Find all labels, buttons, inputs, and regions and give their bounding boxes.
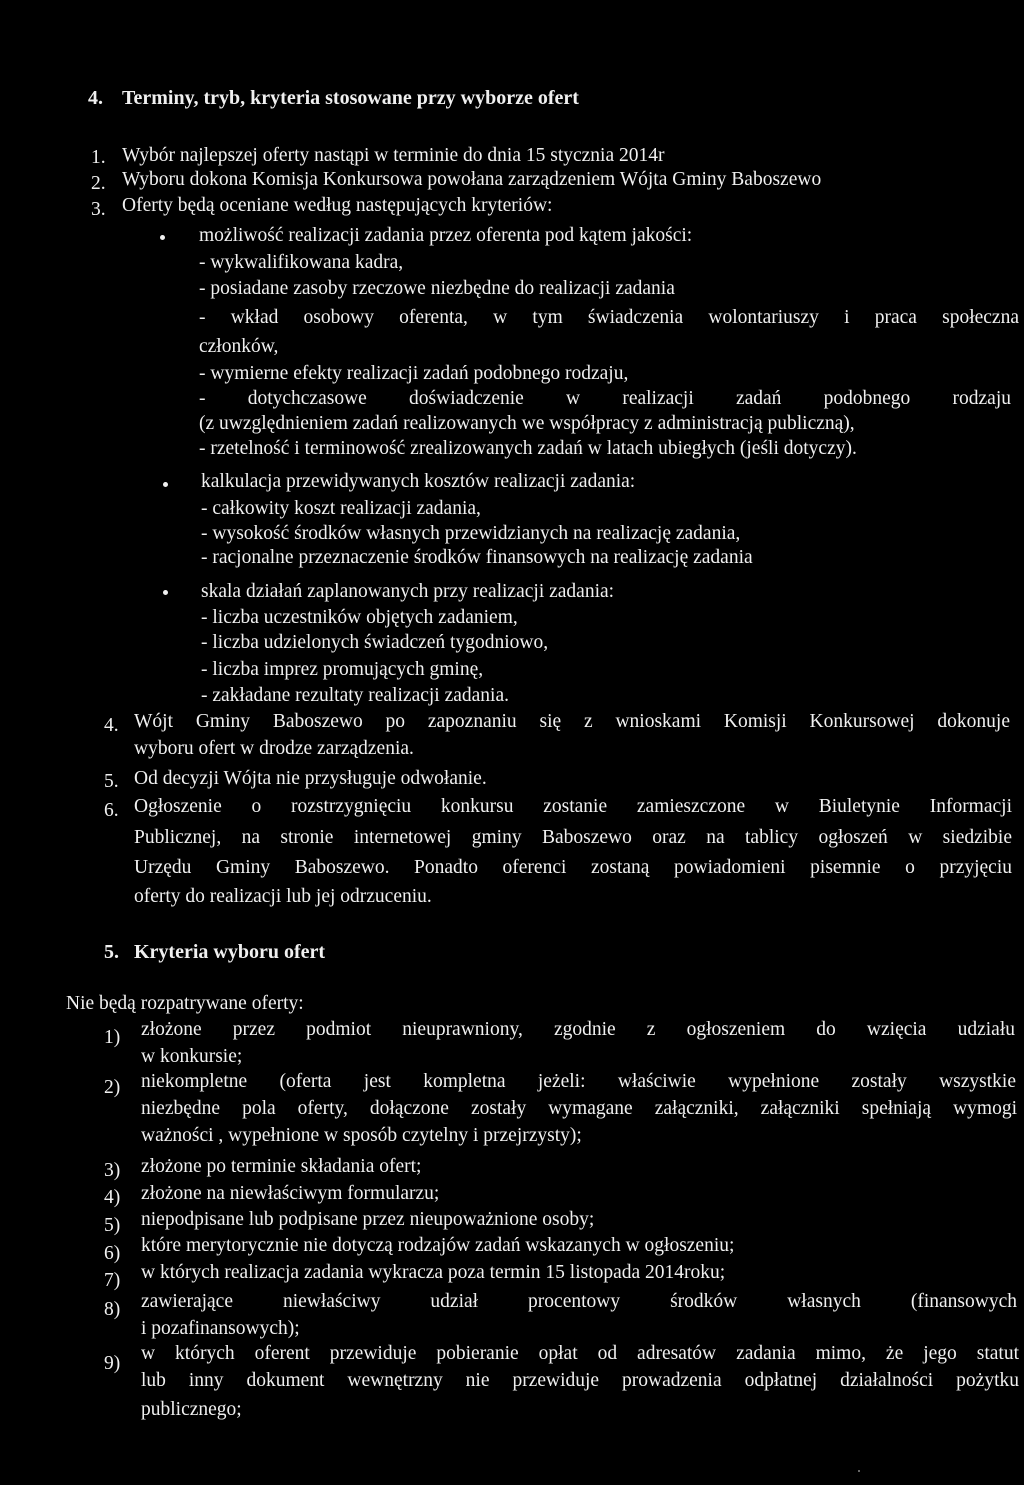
criterion-line: - wysokość środków własnych przewidzianych na realizację zadania, <box>201 523 741 544</box>
item-text: niekompletne (oferta jest kompletna jeżeli: właściwie wypełnione zostały wszystkie <box>141 1071 1016 1092</box>
item-text: i pozafinansowych); <box>141 1318 300 1339</box>
item-text: publicznego; <box>141 1399 242 1420</box>
criterion-line: - liczba uczestników objętych zadaniem, <box>201 607 518 628</box>
criterion-line: - posiadane zasoby rzeczowe niezbędne do realizacji zadania <box>199 278 675 299</box>
item-text: Wyboru dokona Komisja Konkursowa powołana zarządzeniem Wójta Gminy Baboszewo <box>122 169 822 190</box>
section-intro: Nie będą rozpatrywane oferty: <box>66 993 304 1014</box>
section-4-heading <box>88 86 579 110</box>
item-text: złożone po terminie składania ofert; <box>141 1156 422 1177</box>
criterion-line: - dotychczasowe doświadczenie w realizacji zadań podobnego rodzaju <box>199 388 1011 409</box>
item-number: 3) <box>104 1160 121 1181</box>
item-number: 4) <box>104 1187 121 1208</box>
item-text: oferty do realizacji lub jej odrzuceniu. <box>134 886 432 907</box>
criterion-line: członków, <box>199 336 279 357</box>
criterion-heading: możliwość realizacji zadania przez oferenta pod kątem jakości: <box>199 225 693 246</box>
criterion-line: - wkład osobowy oferenta, w tym świadczenia wolontariuszy i praca społeczna <box>199 307 1019 328</box>
item-text: Urzędu Gminy Baboszewo. Ponadto oferenci zostaną powiadomieni pisemnie o przyjęciu <box>134 857 1012 878</box>
item-text: w których oferent przewiduje pobieranie opłat od adresatów zadania mimo, że jego statut <box>141 1343 1019 1364</box>
criterion-heading: skala działań zaplanowanych przy realizacji zadania: <box>201 581 615 602</box>
item-text: niepodpisane lub podpisane przez nieupoważnione osoby; <box>141 1209 595 1230</box>
item-number: 3. <box>91 199 106 220</box>
section-number: 4. <box>88 87 103 109</box>
item-text: niezbędne pola oferty, dołączone zostały wymagane załączniki, załączniki spełniają wymogi <box>141 1098 1017 1119</box>
item-number: 1. <box>91 147 106 168</box>
item-text: lub inny dokument wewnętrzny nie przewiduje prowadzenia odpłatnej działalności pożytku <box>141 1370 1019 1391</box>
criterion-line: - rzetelność i terminowość zrealizowanych zadań w latach ubiegłych (jeśli dotyczy). <box>199 438 857 459</box>
criterion-heading: kalkulacja przewidywanych kosztów realizacji zadania: <box>201 471 636 492</box>
item-text: zawierające niewłaściwy udział procentowy środków własnych (finansowych <box>141 1291 1017 1312</box>
item-text: Publicznej, na stronie internetowej gminy Baboszewo oraz na tablicy ogłoszeń w siedzibie <box>134 827 1012 848</box>
section-title: Kryteria wyboru ofert <box>134 941 326 963</box>
item-text: Od decyzji Wójta nie przysługuje odwołanie. <box>134 768 487 789</box>
item-text: Wybór najlepszej oferty nastąpi w terminie do dnia 15 stycznia 2014r <box>122 145 665 166</box>
section-5-heading <box>104 940 325 964</box>
item-number: 9) <box>104 1353 121 1374</box>
item-text: Ogłoszenie o rozstrzygnięciu konkursu zostanie zamieszczone w Biuletynie Informacji <box>134 796 1012 817</box>
item-text: złożone na niewłaściwym formularzu; <box>141 1183 440 1204</box>
item-number: 6. <box>104 800 119 821</box>
item-text: które merytorycznie nie dotyczą rodzajów zadań wskazanych w ogłoszeniu; <box>141 1235 735 1256</box>
criterion-line: - wykwalifikowana kadra, <box>199 252 404 273</box>
criterion-line: (z uwzględnieniem zadań realizowanych we współpracy z administracją publiczną), <box>199 413 855 434</box>
item-number: 1) <box>104 1027 121 1048</box>
criterion-line: - racjonalne przeznaczenie środków finansowych na realizację zadania <box>201 547 753 568</box>
item-text: złożone przez podmiot nieuprawniony, zgodnie z ogłoszeniem do wzięcia udziału <box>141 1019 1015 1040</box>
criterion-line: - zakładane rezultaty realizacji zadania. <box>201 685 510 706</box>
item-text: Oferty będą oceniane według następujących kryteriów: <box>122 195 553 216</box>
item-number: 2) <box>104 1077 121 1098</box>
item-text: Wójt Gminy Baboszewo po zapoznaniu się z wnioskami Komisji Konkursowej dokonuje <box>134 711 1010 732</box>
bullet-icon <box>160 235 165 240</box>
scan-speck <box>858 1470 860 1472</box>
item-text: w konkursie; <box>141 1046 243 1067</box>
item-number: 7) <box>104 1270 121 1291</box>
bullet-icon <box>163 482 168 487</box>
criterion-line: - liczba udzielonych świadczeń tygodniowo, <box>201 632 549 653</box>
section-title: Terminy, tryb, kryteria stosowane przy wyborze ofert <box>122 87 579 109</box>
criterion-line: - liczba imprez promujących gminę, <box>201 659 484 680</box>
item-text: w których realizacja zadania wykracza poza termin 15 listopada 2014roku; <box>141 1262 726 1283</box>
item-number: 2. <box>91 173 106 194</box>
bullet-icon <box>163 590 168 595</box>
section-number: 5. <box>104 941 119 963</box>
criterion-line: - wymierne efekty realizacji zadań podobnego rodzaju, <box>199 363 629 384</box>
item-number: 8) <box>104 1299 121 1320</box>
item-number: 5) <box>104 1215 121 1236</box>
item-number: 5. <box>104 771 119 792</box>
criterion-line: - całkowity koszt realizacji zadania, <box>201 498 481 519</box>
item-text: ważności , wypełnione w sposób czytelny i przejrzysty); <box>141 1125 582 1146</box>
item-number: 4. <box>104 715 119 736</box>
item-text: wyboru ofert w drodze zarządzenia. <box>134 738 414 759</box>
item-number: 6) <box>104 1243 121 1264</box>
